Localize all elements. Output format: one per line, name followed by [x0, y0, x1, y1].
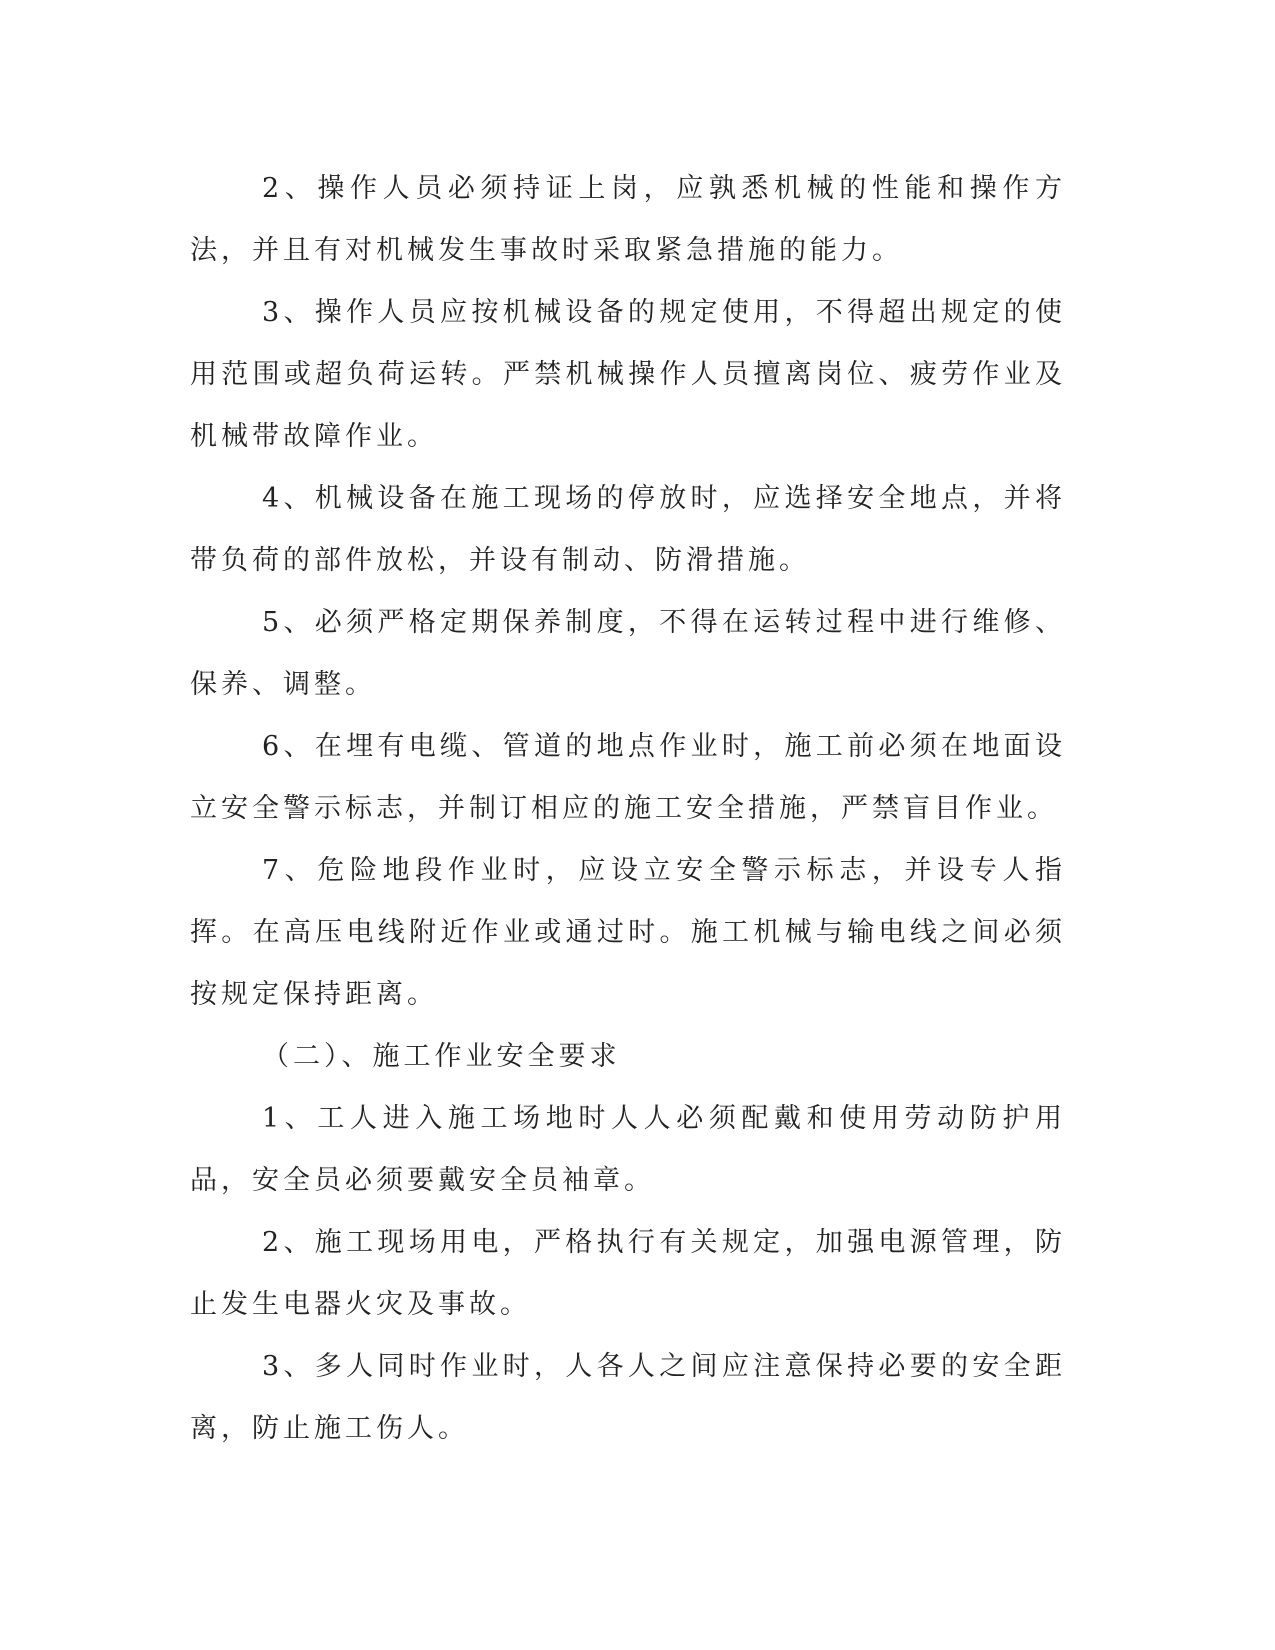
- section-paragraph-1: 1、工人进入施工场地时人人必须配戴和使用劳动防护用品，安全员必须要戴安全员袖章。: [190, 1103, 1066, 1196]
- paragraph-item-7: 7、危险地段作业时，应设立安全警示标志，并设专人指挥。在高压电线附近作业或通过时。施工机械与输电线之间必须按规定保持距离。: [190, 855, 1066, 1010]
- paragraph-item-5: 5、必须严格定期保养制度，不得在运转过程中进行维修、保养、调整。: [190, 607, 1066, 700]
- document-body: [190, 158, 1066, 1460]
- section-paragraph-3: 3、多人同时作业时，人各人之间应注意保持必要的安全距离，防止施工伤人。: [190, 1351, 1066, 1444]
- section-paragraph-2: 2、施工现场用电，严格执行有关规定，加强电源管理，防止发生电器火灾及事故。: [190, 1227, 1066, 1320]
- section-heading: （二）、施工作业安全要求: [262, 1041, 621, 1072]
- paragraph-item-2: 2、操作人员必须持证上岗，应孰悉机械的性能和操作方法，并且有对机械发生事故时采取紧急措施的能力。: [190, 173, 1066, 266]
- paragraph-item-3: 3、操作人员应按机械设备的规定使用，不得超出规定的使用范围或超负荷运转。严禁机械操作人员擅离岗位、疲劳作业及机械带故障作业。: [190, 297, 1066, 452]
- paragraph-item-4: 4、机械设备在施工现场的停放时，应选择安全地点，并将带负荷的部件放松，并设有制动、防滑措施。: [190, 483, 1066, 576]
- paragraph-item-6: 6、在埋有电缆、管道的地点作业时，施工前必须在地面设立安全警示标志，并制订相应的施工安全措施，严禁盲目作业。: [190, 731, 1066, 824]
